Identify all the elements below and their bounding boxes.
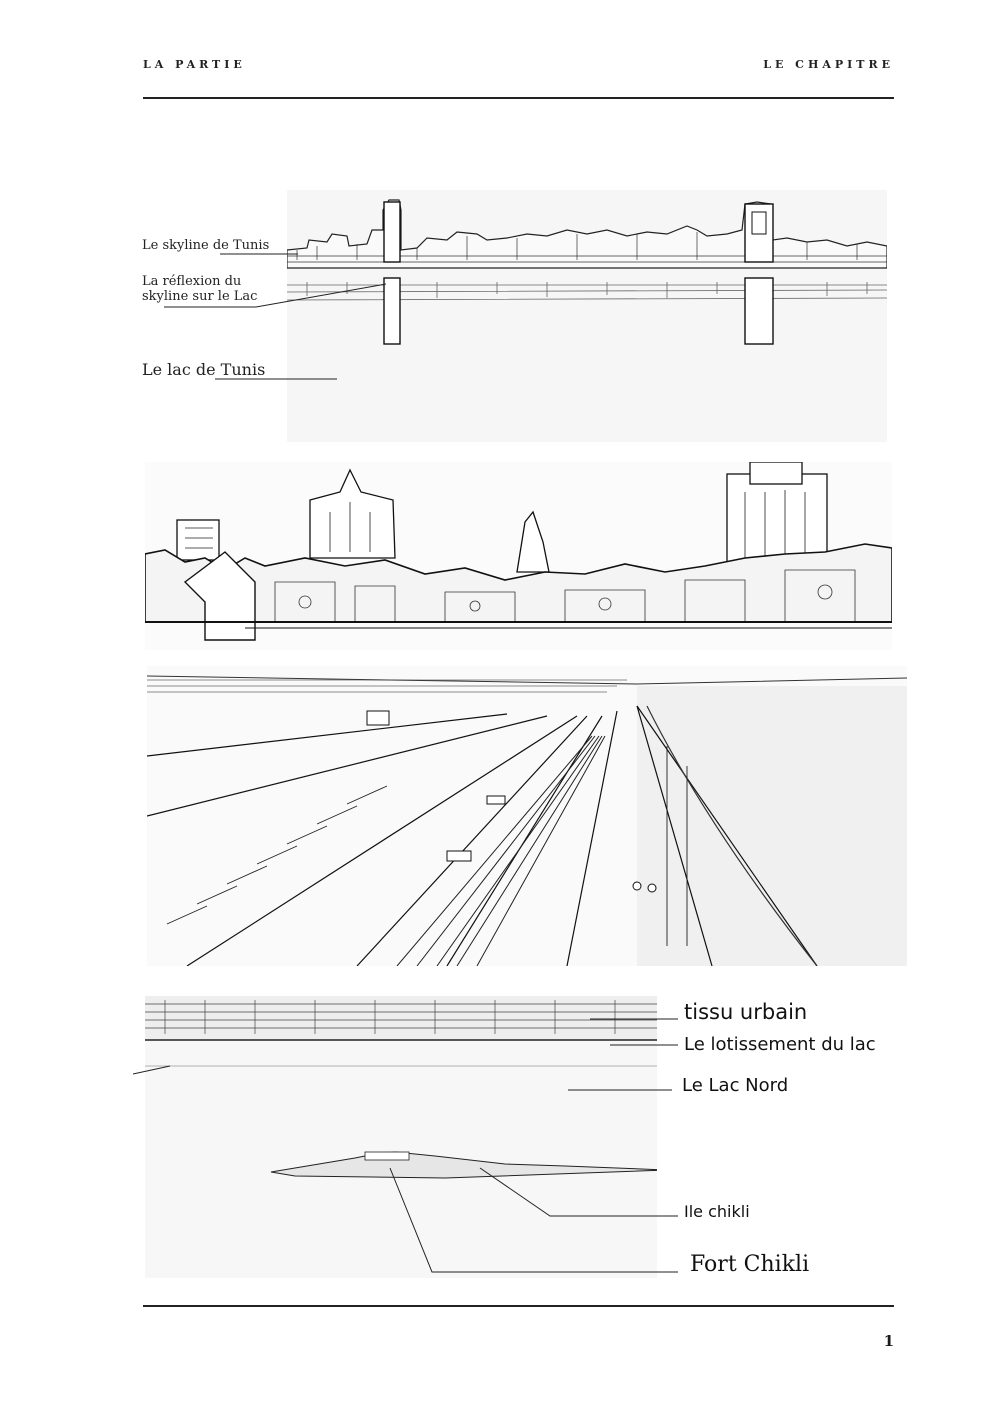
label-skyline: Le skyline de Tunis: [142, 238, 270, 253]
header-chapter-label: LE CHAPITRE: [763, 58, 894, 71]
leader-lake: [215, 376, 339, 382]
label-lac-nord: Le Lac Nord: [682, 1075, 789, 1096]
label-ile-chikli: Ile chikli: [684, 1202, 750, 1221]
label-urban-fabric: tissu urbain: [684, 1000, 808, 1024]
skyline-sketch: [287, 190, 887, 442]
leader-skyline: [220, 250, 300, 262]
label-subdivision: Le lotissement du lac: [684, 1034, 876, 1055]
header-rule: [143, 97, 894, 99]
label-reflection-line1: La réflexion du: [142, 274, 242, 289]
leader-reflection: [160, 280, 390, 310]
city-buildings-sketch: [145, 462, 892, 650]
label-reflection-line2: skyline sur le Lac: [142, 289, 258, 304]
footer-rule: [143, 1305, 894, 1307]
label-fort-chikli: Fort Chikli: [690, 1252, 810, 1277]
annotation-leaders: [130, 1010, 690, 1280]
promenade-sketch: [147, 666, 907, 966]
header-part-label: LA PARTIE: [143, 58, 246, 71]
page-number: 1: [883, 1332, 894, 1350]
label-lake: Le lac de Tunis: [142, 360, 266, 379]
